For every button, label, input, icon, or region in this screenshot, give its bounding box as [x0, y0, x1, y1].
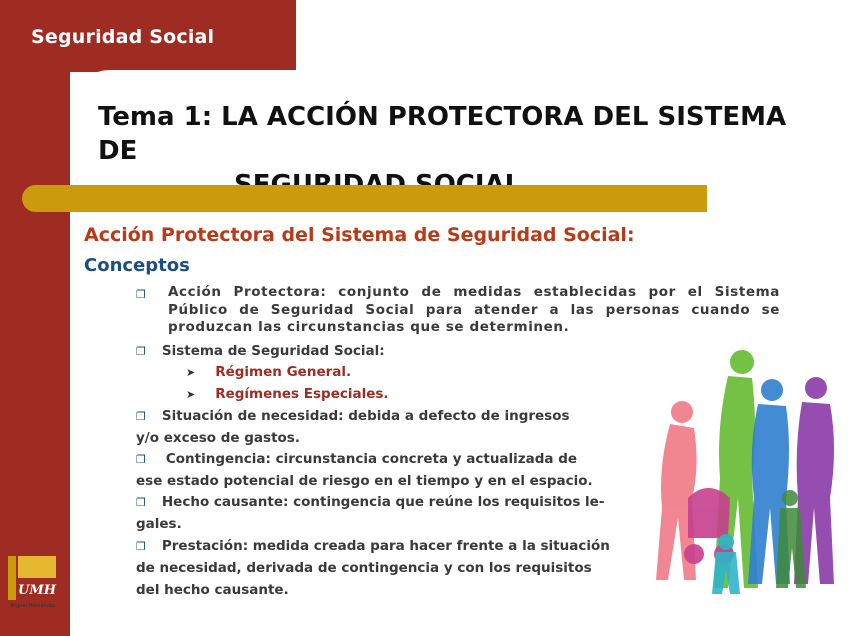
arrow-bullet-icon: ➤: [186, 366, 196, 379]
people-silhouettes-illustration: [648, 348, 848, 596]
arrow-bullet-icon: ➤: [186, 388, 196, 401]
list-item-prestacion-cont1: de necesidad, derivada de contingencia y con los requisitos: [136, 560, 592, 576]
section-title: Acción Protectora del Sistema de Seguridad Social:: [84, 224, 635, 246]
list-item-situacion: ❐ Situación de necesidad: debida a defecto de ingresos: [136, 408, 570, 424]
square-bullet-icon: ❐: [136, 453, 146, 466]
square-bullet-icon: ❐: [136, 345, 146, 358]
list-item-bullet: [136, 286, 162, 302]
list-item-situacion-cont: y/o exceso de gastos.: [136, 430, 300, 446]
list-item-prestacion-cont2: del hecho causante.: [136, 582, 289, 598]
university-logo: [8, 556, 58, 608]
slide-title-line1: Tema 1: LA ACCIÓN PROTECTORA DEL SISTEMA DE: [98, 102, 787, 166]
list-item-sistema: ❐ Sistema de Seguridad Social:: [136, 343, 385, 359]
square-bullet-icon: ❐: [136, 410, 146, 423]
logo-side-strip: [8, 556, 16, 600]
section-subtitle: Conceptos: [84, 255, 190, 276]
square-bullet-icon: ❐: [136, 496, 146, 509]
list-subitem-regimenes-especiales: ➤ Regímenes Especiales.: [186, 386, 389, 402]
logo-mark: UMH: [17, 583, 57, 598]
list-item-accion: Acción Protectora: conjunto de medidas establecidas por el Sistema Público de Seguridad Social para atender a las personas cuando se produzcan las circunstancias que se determinen.: [168, 284, 780, 335]
header-label: Seguridad Social: [31, 26, 215, 48]
list-subitem-regimen-general: ➤ Régimen General.: [186, 364, 352, 380]
list-item-contingencia-cont: ese estado potencial de riesgo en el tiempo y en el espacio.: [136, 473, 593, 489]
list-item-hecho: ❐ Hecho causante: contingencia que reúne los requisitos le-: [136, 494, 605, 510]
square-bullet-icon: ❐: [136, 288, 146, 301]
list-item-hecho-cont: gales.: [136, 516, 182, 532]
list-item-prestacion: ❐ Prestación: medida creada para hacer frente a la situación: [136, 538, 610, 554]
logo-caption: Miguel Hernández: [10, 603, 56, 608]
logo-top-block: [18, 556, 56, 578]
list-item-contingencia: ❐ Contingencia: circunstancia concreta y actualizada de: [136, 451, 578, 467]
square-bullet-icon: ❐: [136, 540, 146, 553]
